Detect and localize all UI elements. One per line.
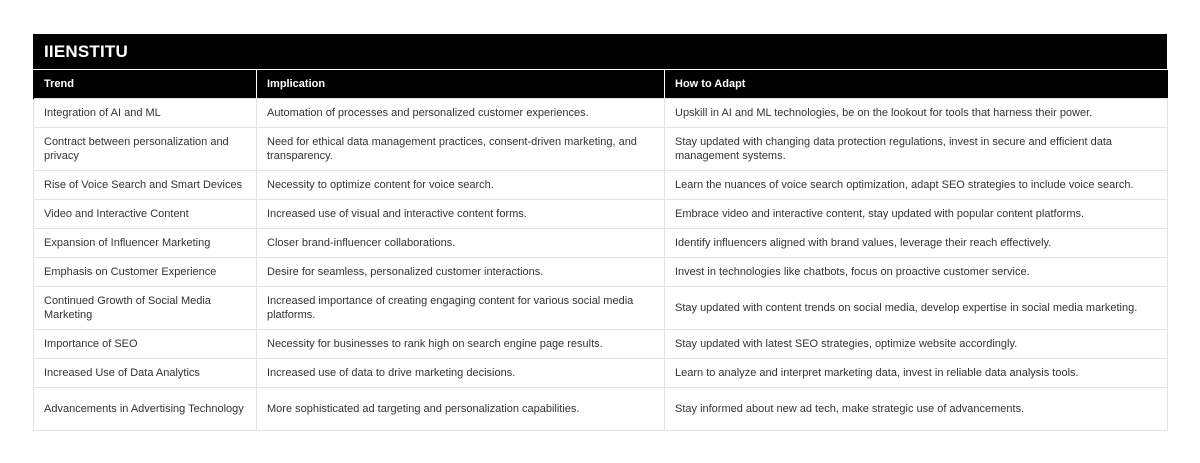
adapt-cell: Embrace video and interactive content, stay updated with popular content platforms. <box>665 200 1168 229</box>
implication-cell: Desire for seamless, personalized customer interactions. <box>257 258 665 287</box>
table-row <box>34 229 1168 258</box>
column-header-implication: Implication <box>257 70 665 99</box>
trend-cell: Importance of SEO <box>34 330 257 359</box>
adapt-cell: Stay informed about new ad tech, make strategic use of advancements. <box>665 388 1168 431</box>
trend-cell: Emphasis on Customer Experience <box>34 258 257 287</box>
trend-cell: Integration of AI and ML <box>34 99 257 128</box>
trends-table <box>33 69 1168 431</box>
table-row <box>34 287 1168 330</box>
column-header-trend: Trend <box>34 70 257 99</box>
trend-cell: Video and Interactive Content <box>34 200 257 229</box>
implication-cell: Increased use of data to drive marketing decisions. <box>257 359 665 388</box>
trends-table-container <box>33 34 1167 431</box>
table-row <box>34 99 1168 128</box>
implication-cell: Necessity for businesses to rank high on search engine page results. <box>257 330 665 359</box>
trend-cell: Increased Use of Data Analytics <box>34 359 257 388</box>
column-header-how-to-adapt: How to Adapt <box>665 70 1168 99</box>
trend-cell: Rise of Voice Search and Smart Devices <box>34 171 257 200</box>
adapt-cell: Stay updated with latest SEO strategies, optimize website accordingly. <box>665 330 1168 359</box>
table-row <box>34 388 1168 431</box>
trend-cell: Advancements in Advertising Technology <box>34 388 257 431</box>
adapt-cell: Invest in technologies like chatbots, focus on proactive customer service. <box>665 258 1168 287</box>
implication-cell: Closer brand-influencer collaborations. <box>257 229 665 258</box>
adapt-cell: Learn the nuances of voice search optimization, adapt SEO strategies to include voice search. <box>665 171 1168 200</box>
table-row <box>34 330 1168 359</box>
implication-cell: Need for ethical data management practices, consent-driven marketing, and transparency. <box>257 128 665 171</box>
adapt-cell: Upskill in AI and ML technologies, be on the lookout for tools that harness their power. <box>665 99 1168 128</box>
table-row <box>34 258 1168 287</box>
implication-cell: Increased importance of creating engaging content for various social media platforms. <box>257 287 665 330</box>
brand-title: IIENSTITU <box>33 34 1167 69</box>
trend-cell: Expansion of Influencer Marketing <box>34 229 257 258</box>
table-row <box>34 359 1168 388</box>
implication-cell: Increased use of visual and interactive content forms. <box>257 200 665 229</box>
implication-cell: Necessity to optimize content for voice search. <box>257 171 665 200</box>
implication-cell: More sophisticated ad targeting and personalization capabilities. <box>257 388 665 431</box>
adapt-cell: Stay updated with content trends on social media, develop expertise in social media marketing. <box>665 287 1168 330</box>
trend-cell: Continued Growth of Social Media Marketing <box>34 287 257 330</box>
adapt-cell: Identify influencers aligned with brand values, leverage their reach effectively. <box>665 229 1168 258</box>
table-header-row <box>34 70 1168 99</box>
trend-cell: Contract between personalization and privacy <box>34 128 257 171</box>
table-row <box>34 128 1168 171</box>
implication-cell: Automation of processes and personalized customer experiences. <box>257 99 665 128</box>
table-row <box>34 171 1168 200</box>
adapt-cell: Stay updated with changing data protection regulations, invest in secure and efficient data management systems. <box>665 128 1168 171</box>
table-row <box>34 200 1168 229</box>
adapt-cell: Learn to analyze and interpret marketing data, invest in reliable data analysis tools. <box>665 359 1168 388</box>
